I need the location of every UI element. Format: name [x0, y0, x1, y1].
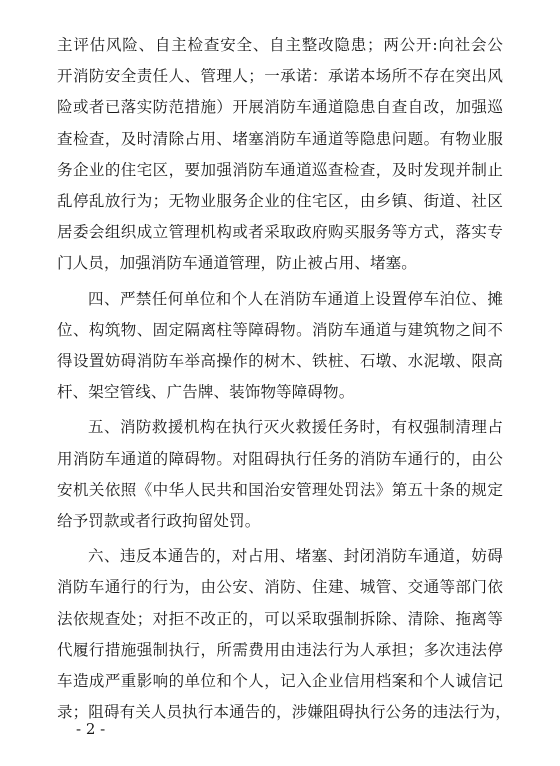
- text-line: 开消防安全责任人、管理人；一承诺：承诺本场所不存在突出风: [57, 67, 503, 86]
- text-line: 代履行措施强制执行，所需费用由违法行为人承担；多次违法停: [57, 640, 503, 659]
- text-line: 险或者已落实防范措施）开展消防车通道隐患自查自改，加强巡: [57, 98, 503, 117]
- text-line: 消防车通行的行为，由公安、消防、住建、城管、交通等部门依: [57, 578, 503, 597]
- text-line: 六、违反本通告的，对占用、堵塞、封闭消防车通道，妨碍: [88, 547, 503, 566]
- text-line: 安机关依照《中华人民共和国治安管理处罚法》第五十条的规定: [57, 480, 503, 499]
- page-number: - 2 -: [76, 720, 106, 738]
- paragraph-continuation: [57, 30, 503, 280]
- text-line: 杆、架空管线、广告牌、装饰物等障碍物。: [57, 383, 355, 402]
- text-line: 法依规查处；对拒不改正的，可以采取强制拆除、清除、拖离等: [57, 609, 503, 628]
- text-line: 车造成严重影响的单位和个人，记入企业信用档案和个人诚信记: [57, 672, 503, 691]
- text-line: 门人员，加强消防车通道管理，防止被占用、堵塞。: [57, 254, 417, 273]
- text-line: 得设置妨碍消防车举高操作的树木、铁桩、石墩、水泥墩、限高: [57, 352, 503, 371]
- text-line: 居委会组织成立管理机构或者采取政府购买服务等方式，落实专: [57, 223, 503, 242]
- text-line: 用消防车通道的障碍物。对阻碍执行任务的消防车通行的，由公: [57, 449, 503, 468]
- paragraph-item-4: [57, 284, 503, 409]
- paragraph-item-5: [57, 412, 503, 537]
- text-line: 乱停乱放行为；无物业服务企业的住宅区，由乡镇、街道、社区: [57, 192, 503, 211]
- text-line: 查检查，及时清除占用、堵塞消防车通道等隐患问题。有物业服: [57, 129, 503, 148]
- text-line: 五、消防救援机构在执行灭火救援任务时，有权强制清理占: [88, 418, 503, 437]
- text-line: 给予罚款或者行政拘留处罚。: [57, 512, 261, 531]
- text-line: 务企业的住宅区，要加强消防车通道巡查检查，及时发现并制止: [57, 160, 503, 179]
- body-text: [57, 30, 511, 732]
- text-line: 四、严禁任何单位和个人在消防车通道上设置停车泊位、摊: [88, 289, 503, 308]
- paragraph-item-6: [57, 541, 511, 728]
- text-line: 录；阻碍有关人员执行本通告的，涉嫌阻碍执行公务的违法行为，: [57, 703, 511, 722]
- text-line: 主评估风险、自主检查安全、自主整改隐患；两公开:向社会公: [57, 36, 503, 54]
- text-line: 位、构筑物、固定隔离柱等障碍物。消防车通道与建筑物之间不: [57, 320, 503, 339]
